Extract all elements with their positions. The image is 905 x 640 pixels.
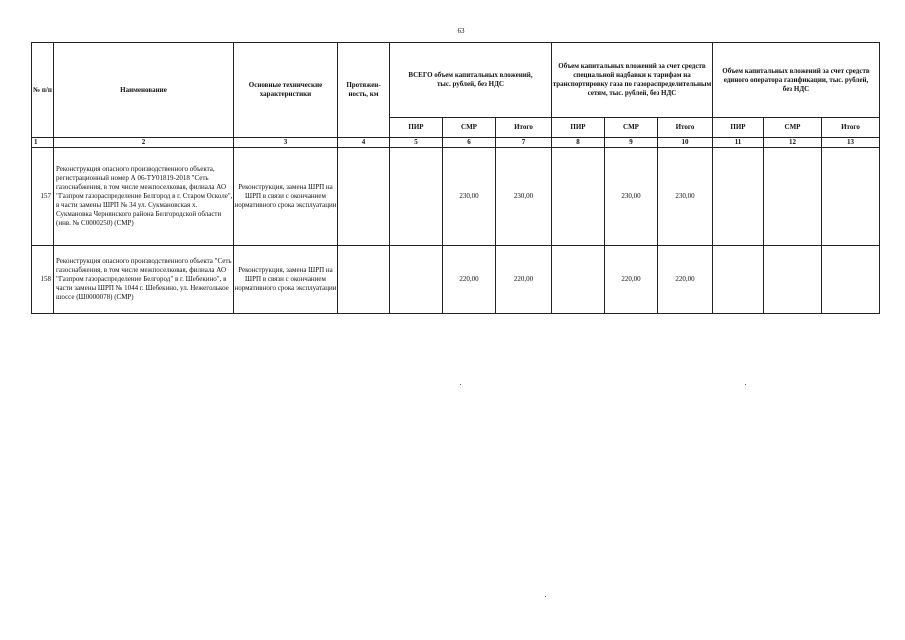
- cell-special-smr: 230,00: [605, 148, 658, 246]
- column-number: 3: [234, 138, 338, 148]
- header-row: [32, 43, 880, 118]
- cell-special-itogo: 220,00: [658, 246, 713, 314]
- table-row: [32, 246, 880, 314]
- column-number: 1: [32, 138, 54, 148]
- subheader-cell: ПИР: [390, 118, 443, 138]
- cell-operator-itogo: [822, 246, 880, 314]
- column-number: 6: [443, 138, 496, 148]
- cell-special-pir: [552, 148, 605, 246]
- cell-total-itogo: 220,00: [496, 246, 552, 314]
- row-number: 157: [32, 148, 54, 246]
- subheader-cell: ПИР: [552, 118, 605, 138]
- cell-operator-pir: [713, 148, 764, 246]
- cell-total-itogo: 230,00: [496, 148, 552, 246]
- header-length: Протяжен-ность, км: [338, 43, 390, 138]
- cell-operator-smr: [764, 148, 822, 246]
- column-number: 5: [390, 138, 443, 148]
- header-no: № п/п: [32, 43, 54, 138]
- column-number: 12: [764, 138, 822, 148]
- cell-total-smr: 230,00: [443, 148, 496, 246]
- scan-speck: [545, 596, 546, 597]
- header-group-total: ВСЕГО объем капитальных вложений, тыс. рублей, без НДС: [390, 43, 552, 118]
- scan-speck: [745, 384, 746, 385]
- cell-special-smr: 220,00: [605, 246, 658, 314]
- cell-total-pir: [390, 246, 443, 314]
- header-group-operator: Объем капитальных вложений за счет средств единого оператора газификации, тыс. рублей, без НДС: [713, 43, 880, 118]
- column-number: 9: [605, 138, 658, 148]
- column-number: 4: [338, 138, 390, 148]
- row-tech: Реконструкция, замена ШРП на ШРП в связи с окончанием нормативного срока эксплуатации: [234, 148, 338, 246]
- column-number: 8: [552, 138, 605, 148]
- row-name: Реконструкция опасного производственного объекта "Сеть газоснабжения, в том числе межпоселковая, филиала АО "Газпром газораспределение Белгород" в г. Шебекино", в части замены ШРП № 1044 г. Шебекино, ул. Нежеголькое шоссе (Ш0000078) (СМР): [54, 246, 234, 314]
- row-name: Реконструкция опасного производственного объекта, регистрационный номер А 06-ТУ01819-2018 "Сеть газоснабжения, в том числе межпоселковая, филиала АО "Газпром газораспределение Белгород в г. Старом Осколе", в части замены ШРП № 34 ул. Сукмановская х. Сукмановка Чернянского района Белгородской области (инв. № С0000250) (СМР): [54, 148, 234, 246]
- cell-total-pir: [390, 148, 443, 246]
- header-name: Наименование: [54, 43, 234, 138]
- column-number: 13: [822, 138, 880, 148]
- cell-special-pir: [552, 246, 605, 314]
- cell-operator-itogo: [822, 148, 880, 246]
- row-number: 158: [32, 246, 54, 314]
- subheader-cell: Итого: [496, 118, 552, 138]
- column-number: 10: [658, 138, 713, 148]
- subheader-cell: СМР: [605, 118, 658, 138]
- subheader-cell: Итого: [658, 118, 713, 138]
- row-tech: Реконструкция, замена ШРП на ШРП в связи с окончанием нормативного срока эксплуатации: [234, 246, 338, 314]
- subheader-cell: СМР: [443, 118, 496, 138]
- cell-total-smr: 220,00: [443, 246, 496, 314]
- column-number-row: [32, 138, 880, 148]
- capital-investment-table: [31, 42, 880, 314]
- subheader-cell: Итого: [822, 118, 880, 138]
- cell-special-itogo: 230,00: [658, 148, 713, 246]
- column-number: 2: [54, 138, 234, 148]
- header-tech: Основные технические характеристики: [234, 43, 338, 138]
- column-number: 7: [496, 138, 552, 148]
- subheader-cell: СМР: [764, 118, 822, 138]
- page-number: 63: [457, 27, 465, 35]
- row-length: [338, 148, 390, 246]
- header-group-special: Объем капитальных вложений за счет средств специальной надбавки к тарифам на транспортировку газа по газораспределительным сетям, тыс. рублей, без НДС: [552, 43, 713, 118]
- cell-operator-smr: [764, 246, 822, 314]
- subheader-cell: ПИР: [713, 118, 764, 138]
- cell-operator-pir: [713, 246, 764, 314]
- column-number: 11: [713, 138, 764, 148]
- scan-speck: [460, 384, 461, 385]
- table-row: [32, 148, 880, 246]
- row-length: [338, 246, 390, 314]
